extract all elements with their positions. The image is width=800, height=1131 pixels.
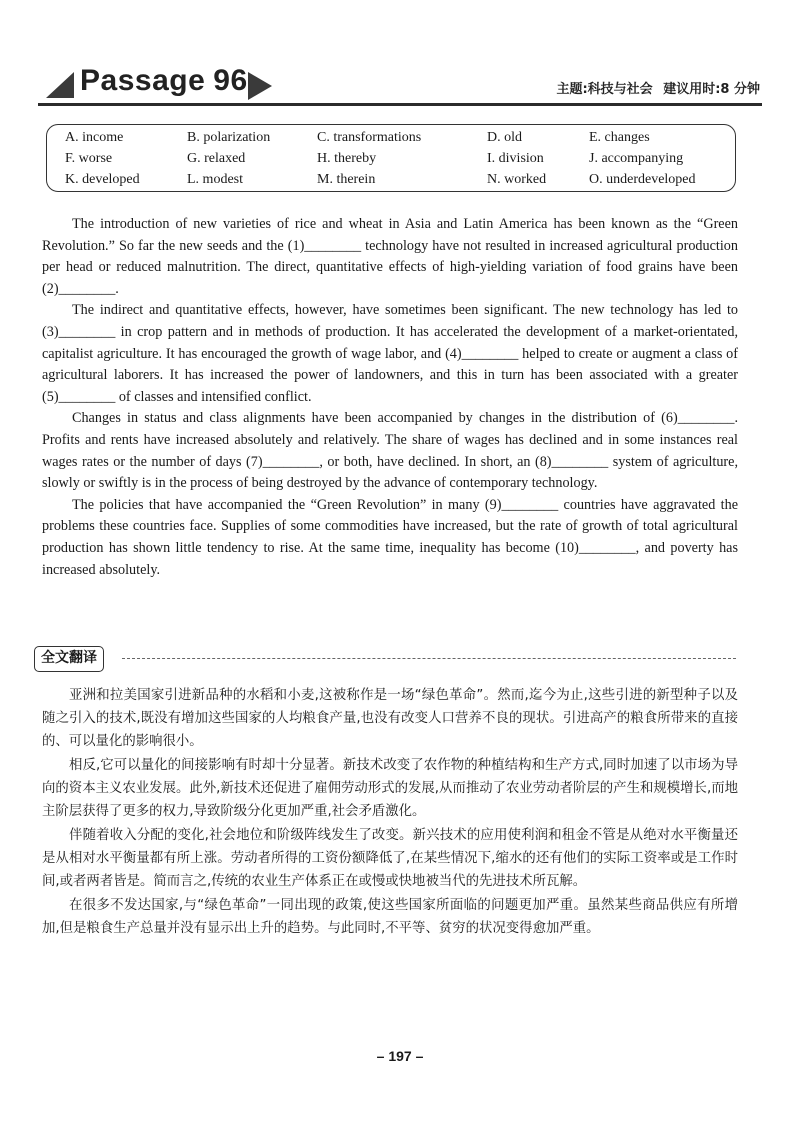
translation-paragraph: 伴随着收入分配的变化,社会地位和阶级阵线发生了改变。新兴技术的应用使利润和租金不管是从绝对水平衡量还是从相对水平衡量都有所上涨。劳动者所得的工资份额降低了,在某些情况下,缩水的还有他们的实际工资率或是工作时间,或者两者皆是。简而言之,传统的农业生产体系正在或慢或快地被当代的先进技术所瓦解。: [42, 828, 738, 889]
option-item: L. modest: [187, 172, 243, 187]
right-triangle-icon: [248, 72, 272, 100]
passage-paragraph: The indirect and quantitative effects, however, have sometimes been significant. The new technology has led to (3)________ in crop pattern and in methods of production. It has accelerated the development of a market-orientated, capitalist agriculture. It has encouraged the growth of wage labor, and (4)________ helped to create or augment a class of agricultural laborers. It has increased the power of landowners, and this in turn has been associated with a greater (5)________ of classes and intensified conflict.: [42, 302, 738, 405]
left-triangle-icon: [46, 72, 74, 98]
option-item: O. underdeveloped: [589, 172, 696, 187]
word-bank: [46, 124, 736, 192]
topic-label: 主题:科技与社会: [556, 82, 653, 97]
dashed-divider: [122, 658, 736, 659]
option-item: C. transformations: [317, 130, 422, 145]
option-item: M. therein: [317, 172, 376, 187]
passage-label: Passage: [80, 64, 206, 97]
option-item: I. division: [487, 151, 544, 166]
option-item: J. accompanying: [589, 151, 684, 166]
translation-paragraph: 在很多不发达国家,与“绿色革命”一同出现的政策,使这些国家所面临的问题更加严重。虽然某些商品供应有所增加,但是粮食生产总量并没有显示出上升的趋势。与此同时,不平等、贫穷的状况变得愈加严重。: [42, 898, 738, 936]
passage-paragraph: Changes in status and class alignments have been accompanied by changes in the distribution of (6)________. Profits and rents have increased absolutely and relatively. The share of wages has declined and in some instances real wages rates or the number of days (7)________, or both, have declined. In short, an (8)________ system of agriculture, slowly or swiftly is in the process of being destroyed by the advance of contemporary technology.: [42, 410, 738, 492]
passage-body: [42, 214, 738, 581]
option-item: K. developed: [65, 172, 140, 187]
passage-title: [80, 64, 248, 98]
translation-body: [42, 684, 738, 941]
option-item: H. thereby: [317, 151, 377, 166]
suggested-time: 建议用时:8 分钟: [663, 82, 760, 97]
translation-paragraph: 相反,它可以量化的间接影响有时却十分显著。新技术改变了农作物的种植结构和生产方式,同时加速了以市场为导向的资本主义农业发展。此外,新技术还促进了雇佣劳动形式的发展,从而推动了农业劳动者阶层的产生和规模增长,而地主阶层获得了更多的权力,导致阶级分化更加严重,社会矛盾激化。: [42, 758, 738, 819]
translation-paragraph: 亚洲和拉美国家引进新品种的水稻和小麦,这被称作是一场“绿色革命”。然而,迄今为止,这些引进的新型种子以及随之引入的技术,既没有增加这些国家的人均粮食产量,也没有改变人口营养不良的现状。引进高产的粮食所带来的直接的、可以量化的影响很小。: [42, 688, 738, 749]
passage-paragraph: The introduction of new varieties of rice and wheat in Asia and Latin America has been known as the “Green Revolution.” So far the new seeds and the (1)________ technology have not resulted in increased agricultural production per head or reduced malnutrition. The direct, quantitative effects of high-yielding variation of food grains have been (2)________.: [42, 216, 738, 297]
option-item: B. polarization: [187, 130, 271, 145]
translation-heading: 全文翻译: [34, 646, 104, 672]
passage-paragraph: The policies that have accompanied the “Green Revolution” in many (9)________ countries have aggravated the problems these countries face. Supplies of some commodities have increased, but the rate of growth of total agricultural production has shown little tendency to rise. At the same time, inequality has become (10)________, and poverty has increased absolutely.: [42, 496, 738, 578]
option-item: E. changes: [589, 130, 650, 145]
passage-number: 96: [213, 64, 248, 97]
page-number: – 197 –: [376, 1048, 424, 1064]
option-item: N. worked: [487, 172, 547, 187]
passage-header: [38, 62, 762, 106]
option-item: G. relaxed: [187, 151, 246, 166]
option-item: D. old: [487, 130, 522, 145]
option-item: A. income: [65, 130, 124, 145]
option-item: F. worse: [65, 151, 113, 166]
passage-meta: [550, 78, 760, 97]
